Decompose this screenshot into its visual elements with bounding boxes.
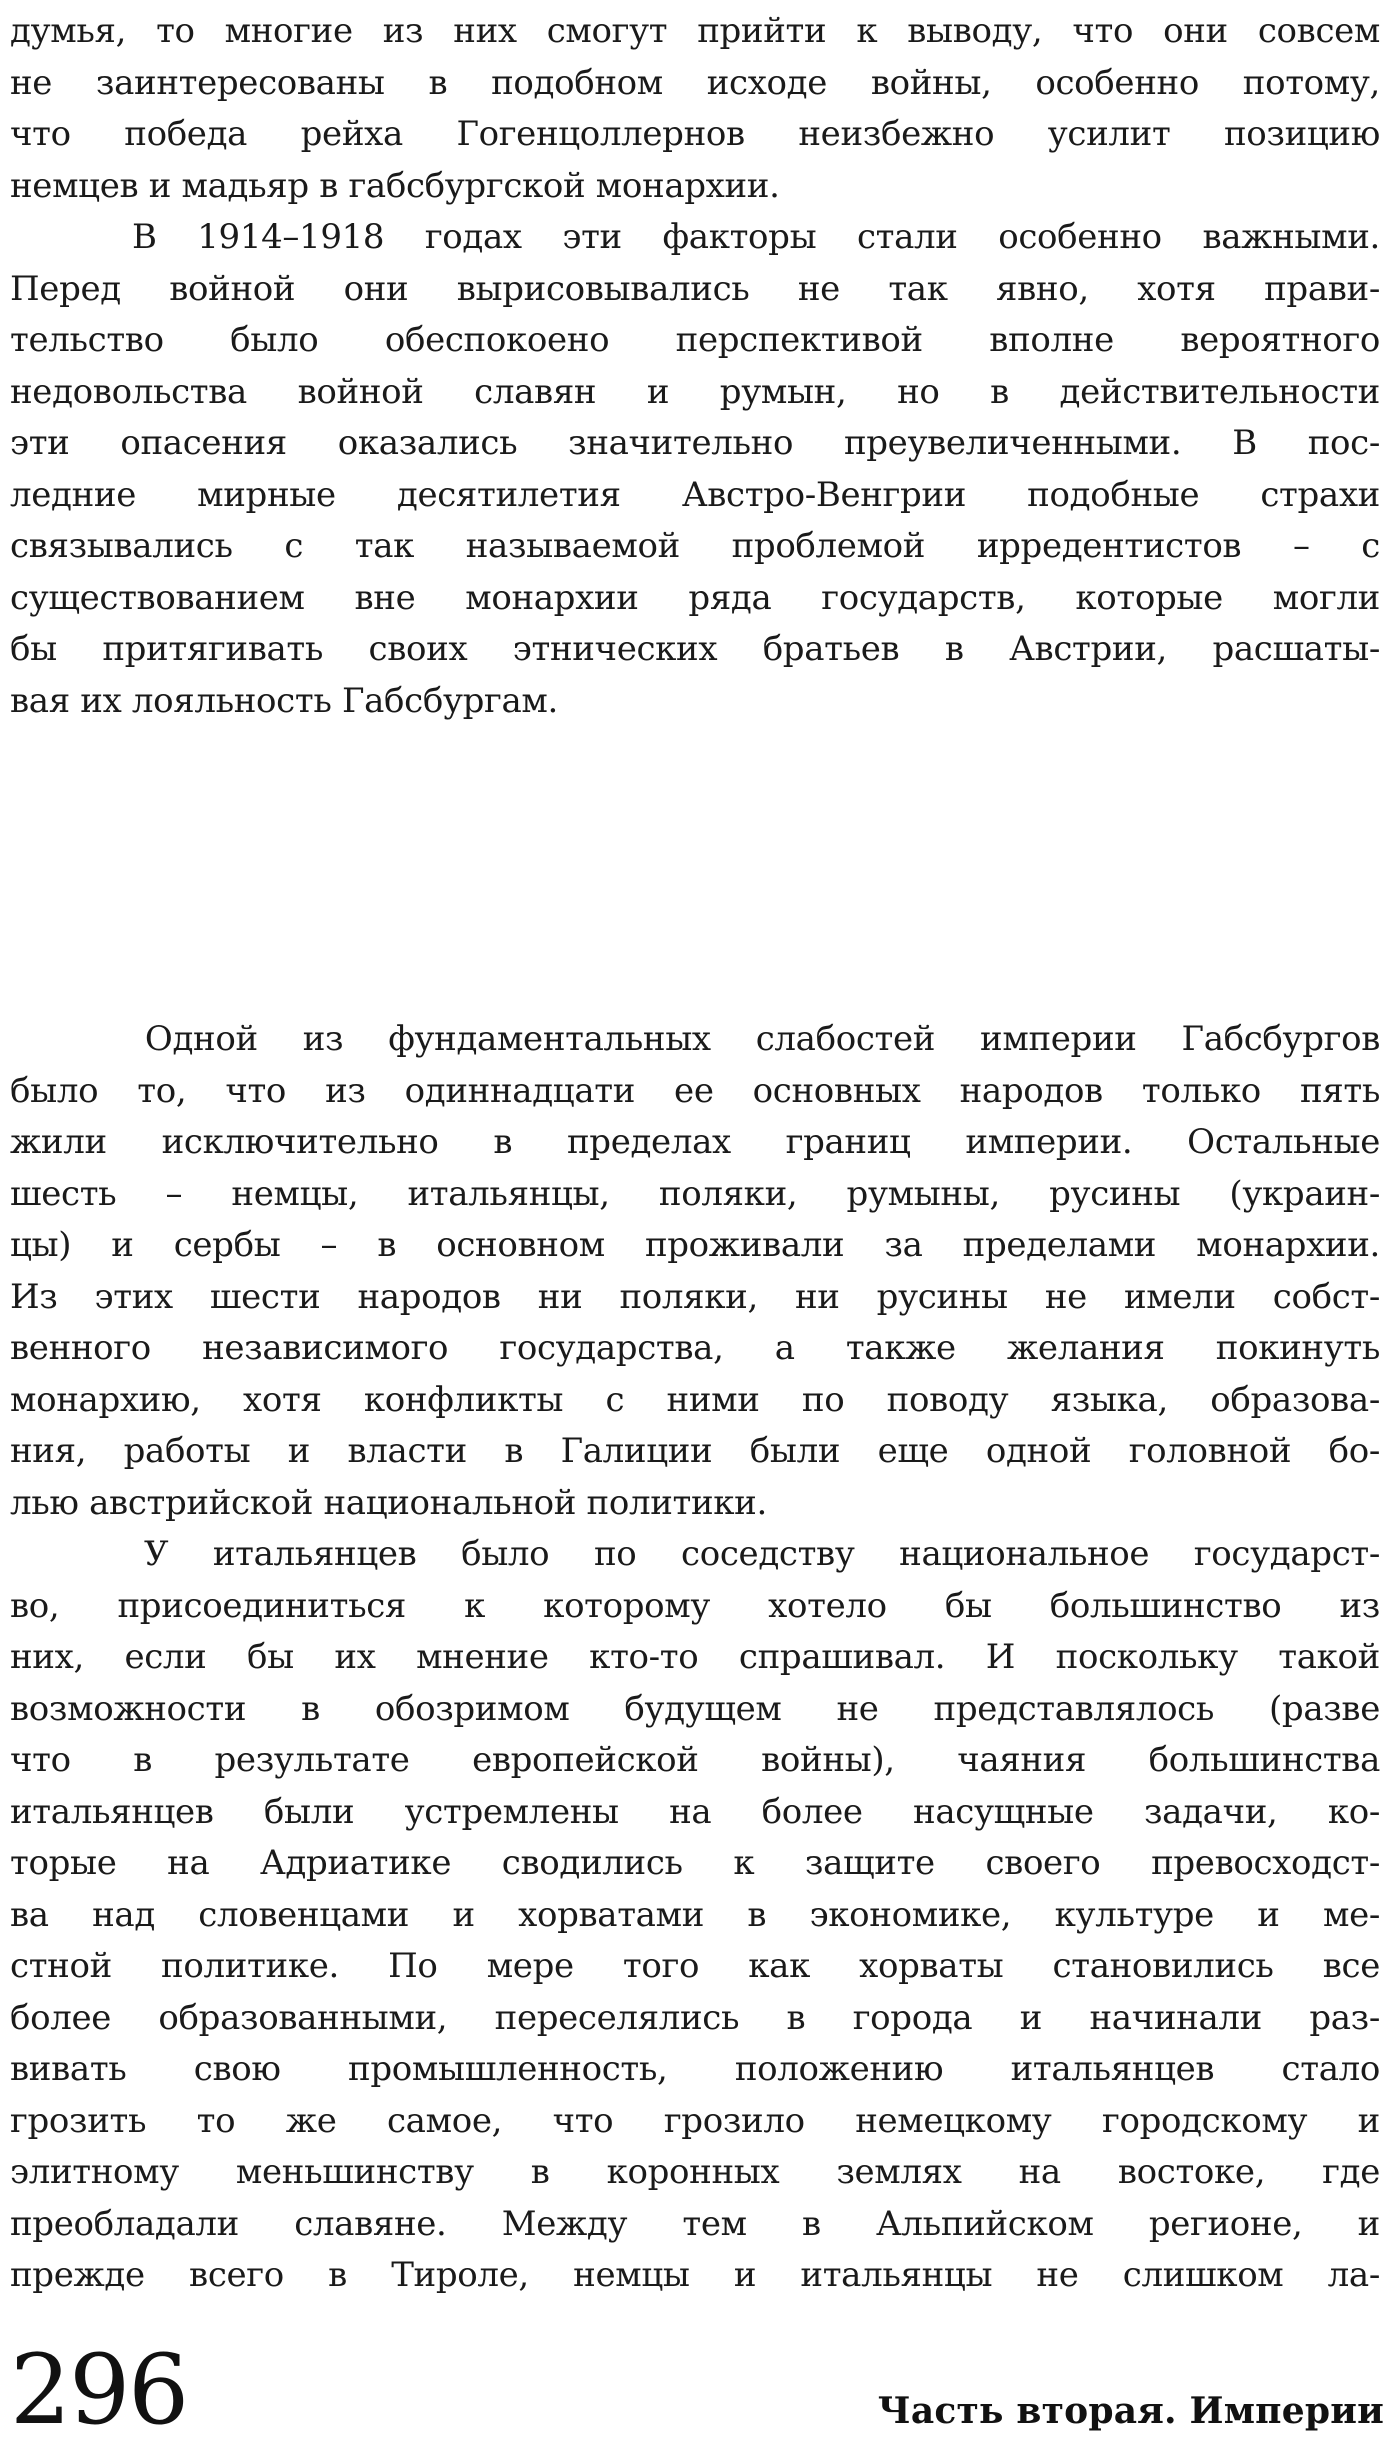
- text-line: монархию, хотя конфликты с ними по поводу языка, образова-: [10, 1379, 1380, 1420]
- running-head: Часть вторая. Империи: [877, 2390, 1384, 2432]
- text-line: шесть – немцы, итальянцы, поляки, румыны, русины (украин-: [10, 1173, 1380, 1214]
- text-line: Перед войной они вырисовывались не так явно, хотя прави-: [10, 268, 1380, 309]
- text-line: более образованными, переселялись в города и начинали раз-: [10, 1997, 1380, 2038]
- text-line: преобладали славяне. Между тем в Альпийском регионе, и: [10, 2203, 1380, 2244]
- text-line: возможности в обозримом будущем не представлялось (разве: [10, 1688, 1380, 1729]
- paragraph: [10, 212, 1380, 727]
- text-line: В 1914–1918 годах эти факторы стали особенно важными.: [10, 217, 1380, 257]
- text-line: связывались с так называемой проблемой ирредентистов – с: [10, 526, 1380, 566]
- text-line: было то, что из одиннадцати ее основных народов только пять: [10, 1070, 1380, 1111]
- text-line: У итальянцев было по соседству национальное государст-: [10, 1534, 1380, 1574]
- text-line: что в результате европейской войны), чаяния большинства: [10, 1740, 1380, 1780]
- text-line: во, присоединиться к которому хотело бы большинство из: [10, 1585, 1380, 1626]
- text-line: цы) и сербы – в основном проживали за пределами монархии.: [10, 1225, 1380, 1265]
- text-line: элитному меньшинству в коронных землях на востоке, где: [10, 2152, 1380, 2192]
- paragraph: [10, 6, 1380, 212]
- text-line: стной политике. По мере того как хорваты становились все: [10, 1946, 1380, 1986]
- text-line: вивать свою промышленность, положению итальянцев стало: [10, 2049, 1380, 2089]
- text-line: недовольства войной славян и румын, но в действительности: [10, 371, 1380, 412]
- page-footer: [10, 2318, 1384, 2446]
- text-line: прежде всего в Тироле, немцы и итальянцы не слишком ла-: [10, 2255, 1380, 2295]
- text-line: грозить то же самое, что грозило немецкому городскому и: [10, 2100, 1380, 2141]
- text-line: что победа рейха Гогенцоллернов неизбежно усилит позицию: [10, 114, 1380, 154]
- text-block-bottom: [10, 1014, 1380, 2302]
- text-line: жили исключительно в пределах границ империи. Остальные: [10, 1122, 1380, 1162]
- text-line: тельство было обеспокоено перспективой вполне вероятного: [10, 320, 1380, 360]
- paragraph: [10, 1014, 1380, 1529]
- text-line: ва над словенцами и хорватами в экономике, культуре и ме-: [10, 1894, 1380, 1935]
- text-line: Одной из фундаментальных слабостей империи Габсбургов: [10, 1019, 1380, 1059]
- paragraph: [10, 1529, 1380, 2302]
- text-line: лью австрийской национальной политики.: [10, 1482, 767, 1523]
- text-line: них, если бы их мнение кто-то спрашивал. И поскольку такой: [10, 1637, 1380, 1677]
- text-line: венного независимого государства, а также желания покинуть: [10, 1328, 1380, 1368]
- text-line: эти опасения оказались значительно преувеличенными. В пос-: [10, 423, 1380, 463]
- text-line: вая их лояльность Габсбургам.: [10, 680, 558, 721]
- text-line: торые на Адриатике сводились к защите своего превосходст-: [10, 1843, 1380, 1883]
- text-line: ледние мирные десятилетия Австро-Венгрии подобные страхи: [10, 474, 1380, 515]
- text-line: существованием вне монархии ряда государств, которые могли: [10, 577, 1380, 618]
- text-block-top: [10, 6, 1380, 727]
- text-line: бы притягивать своих этнических братьев в Австрии, расшаты-: [10, 629, 1380, 669]
- page-number: 296: [10, 2334, 188, 2446]
- text-line: думья, то многие из них смогут прийти к выводу, что они совсем: [10, 11, 1380, 51]
- text-line: Из этих шести народов ни поляки, ни русины не имели собст-: [10, 1276, 1380, 1317]
- text-line: ния, работы и власти в Галиции были еще одной головной бо-: [10, 1431, 1380, 1471]
- text-line: не заинтересованы в подобном исходе войны, особенно потому,: [10, 62, 1380, 103]
- text-line: немцев и мадьяр в габсбургской монархии.: [10, 165, 780, 206]
- text-line: итальянцев были устремлены на более насущные задачи, ко-: [10, 1791, 1380, 1832]
